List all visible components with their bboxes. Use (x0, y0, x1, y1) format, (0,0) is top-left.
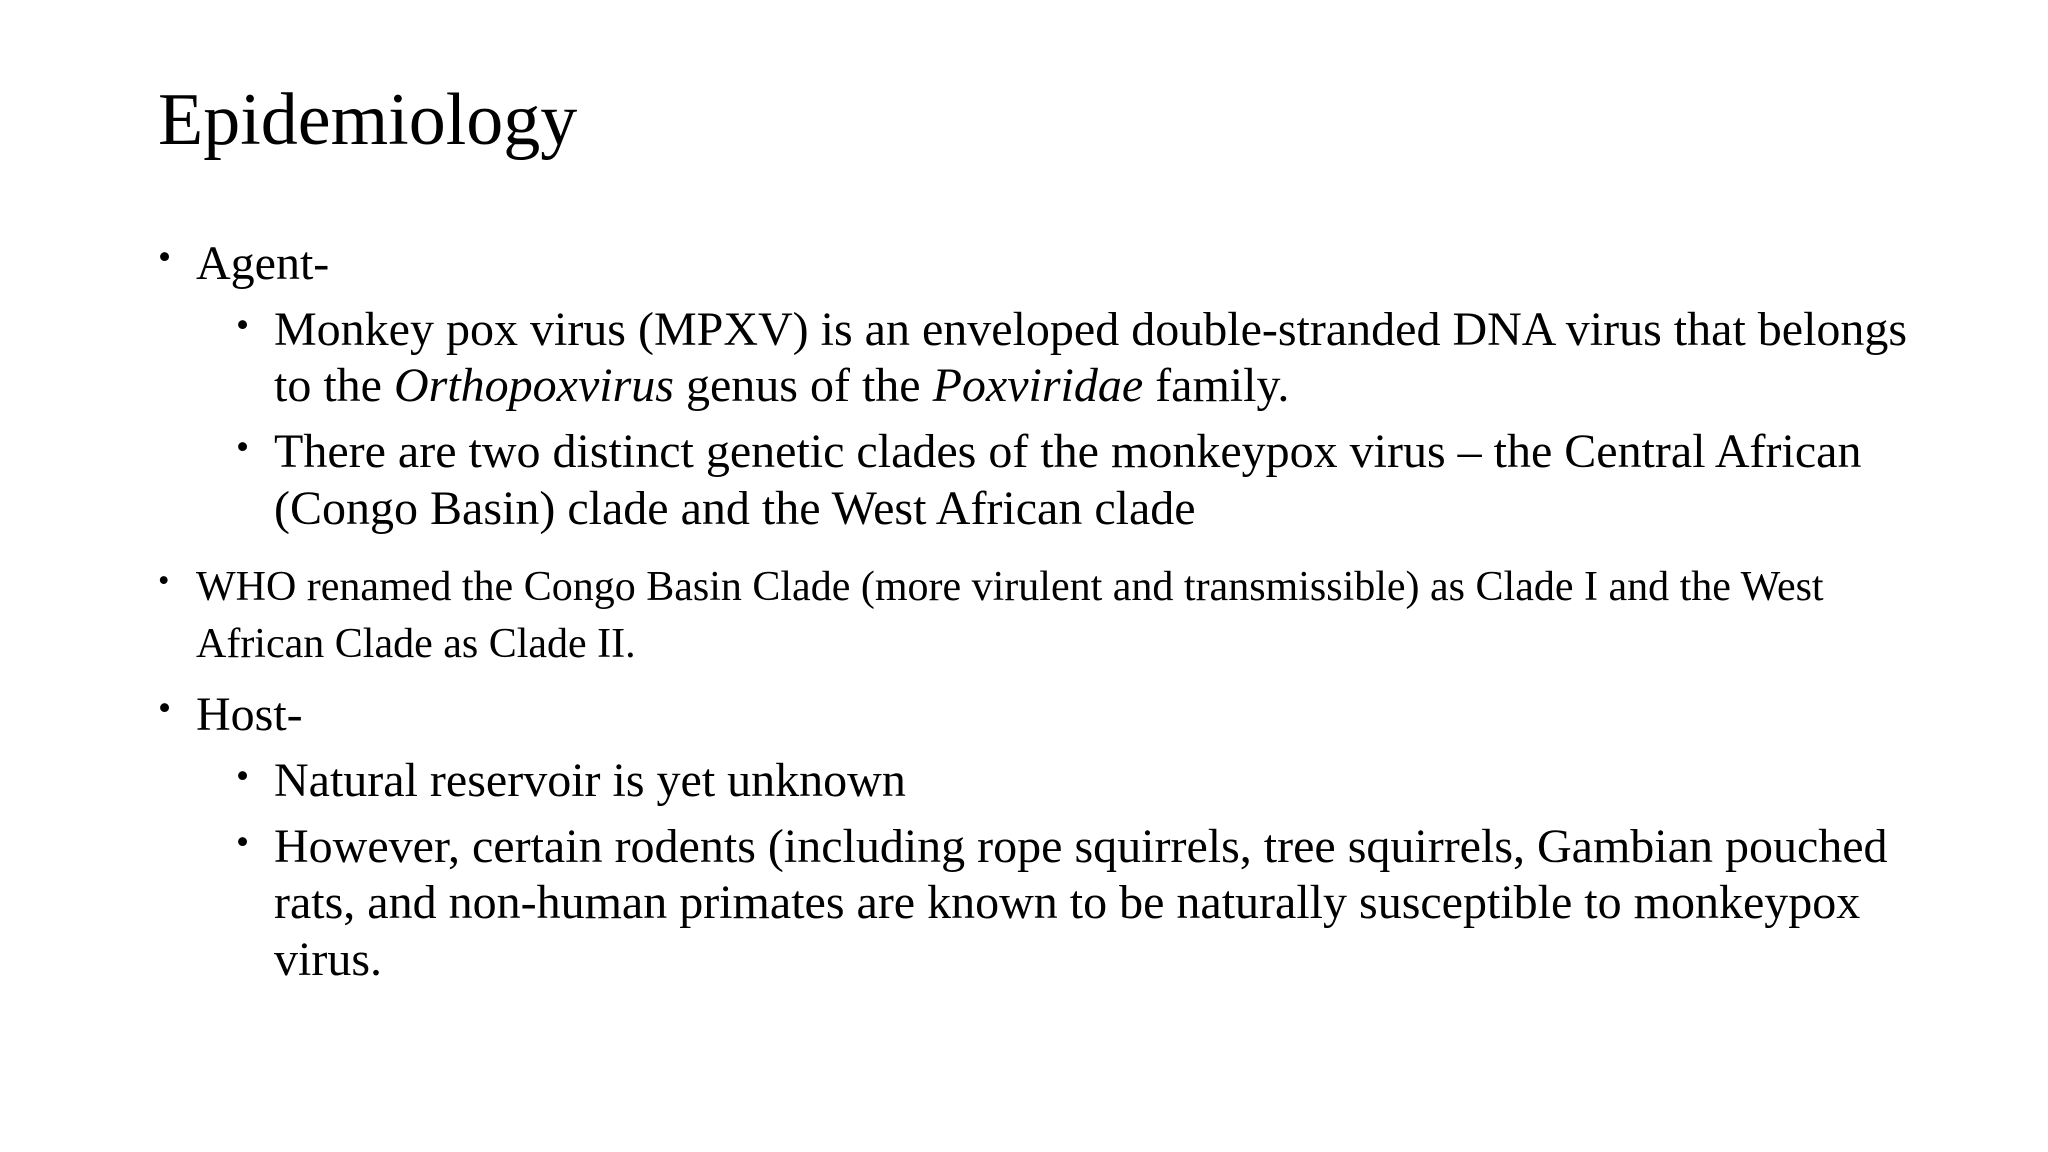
bullet-host (158, 687, 1918, 988)
bullet-dot: • (158, 562, 170, 599)
host-sub-list (236, 753, 1918, 988)
agent-item-virus-text-2: genus of the (673, 359, 933, 413)
bullet-dot: • (158, 688, 172, 729)
bullet-dot: • (236, 305, 250, 347)
host-item-reservoir-text: Natural reservoir is yet unknown (274, 754, 906, 808)
slide-content (158, 236, 1918, 998)
host-label: Host- (196, 688, 303, 741)
bullet-dot: • (236, 427, 250, 469)
host-item-rodents (236, 819, 1918, 987)
agent-item-clades (236, 424, 1918, 536)
bullet-dot: • (236, 756, 250, 798)
agent-item-virus-family: Poxviridae (932, 359, 1144, 413)
host-item-reservoir (236, 753, 1918, 809)
bullet-dot: • (158, 237, 172, 278)
bullet-who-note (158, 559, 1918, 673)
agent-item-virus (236, 302, 1918, 414)
slide-title: Epidemiology (158, 79, 578, 161)
agent-item-virus-text-3: family. (1143, 359, 1290, 413)
bullet-list (158, 236, 1918, 988)
agent-item-virus-genus: Orthopoxvirus (393, 359, 674, 413)
agent-sub-list (236, 302, 1918, 537)
bullet-agent (158, 236, 1918, 537)
agent-label: Agent- (196, 237, 330, 290)
host-item-rodents-text: However, certain rodents (including rope squirrels, tree squirrels, Gambian pouched rats, and non-human primates are known to be naturally susceptible to monkeypox virus. (274, 820, 1888, 986)
bullet-dot: • (236, 822, 250, 864)
who-note-text: WHO renamed the Congo Basin Clade (more virulent and transmissible) as Clade I and the West African Clade as Clade II. (196, 563, 1824, 667)
agent-item-virus-text-1: Monkey pox virus (MPXV) is an enveloped double-stranded DNA virus that belongs to the (274, 303, 1908, 413)
agent-item-clades-text: There are two distinct genetic clades of the monkeypox virus – the Central African (Congo Basin) clade and the West African clade (274, 425, 1862, 535)
